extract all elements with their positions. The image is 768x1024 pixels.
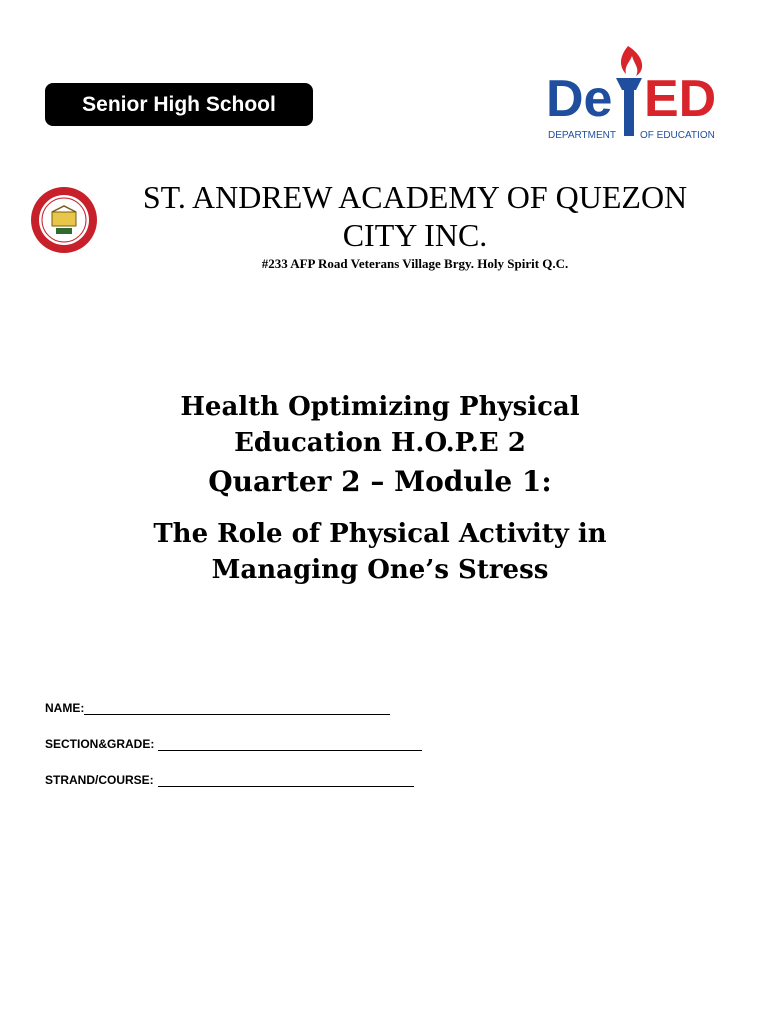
school-address: #233 AFP Road Veterans Village Brgy. Holy Spirit Q.C. <box>261 256 569 271</box>
name-blank-line[interactable] <box>84 702 390 715</box>
school-seal-icon <box>30 186 98 254</box>
subject-line-2: Education H.O.P.E 2 <box>234 428 526 458</box>
deped-logo <box>546 44 726 142</box>
topic-line-2: Managing One’s Stress <box>211 555 549 585</box>
subject-line-1: Health Optimizing Physical <box>180 392 580 422</box>
strand-course-label: STRAND/COURSE: <box>45 773 154 787</box>
name-field[interactable] <box>45 701 390 715</box>
strand-course-field[interactable] <box>45 773 414 787</box>
school-name: ST. ANDREW ACADEMY OF QUEZON CITY INC. <box>142 179 688 253</box>
subject-title <box>80 389 680 461</box>
quarter-module: Quarter 2 – Module 1: <box>208 465 552 498</box>
torch-flame-icon <box>621 46 642 76</box>
svg-text:ED: ED <box>644 70 717 128</box>
svg-text:De: De <box>546 70 613 128</box>
name-label: NAME: <box>45 701 85 715</box>
section-grade-label: SECTION&GRADE: <box>45 737 155 751</box>
deped-subtitle: DEPARTMENT <box>548 130 616 141</box>
badge-label: Senior High School <box>82 92 276 116</box>
section-grade-field[interactable] <box>45 737 422 751</box>
svg-text:OF EDUCATION: OF EDUCATION <box>640 130 715 141</box>
module-topic <box>80 516 680 588</box>
strand-course-blank-line[interactable] <box>158 774 414 787</box>
topic-line-1: The Role of Physical Activity in <box>153 519 607 549</box>
senior-high-school-badge <box>45 83 313 126</box>
section-grade-blank-line[interactable] <box>158 738 422 751</box>
